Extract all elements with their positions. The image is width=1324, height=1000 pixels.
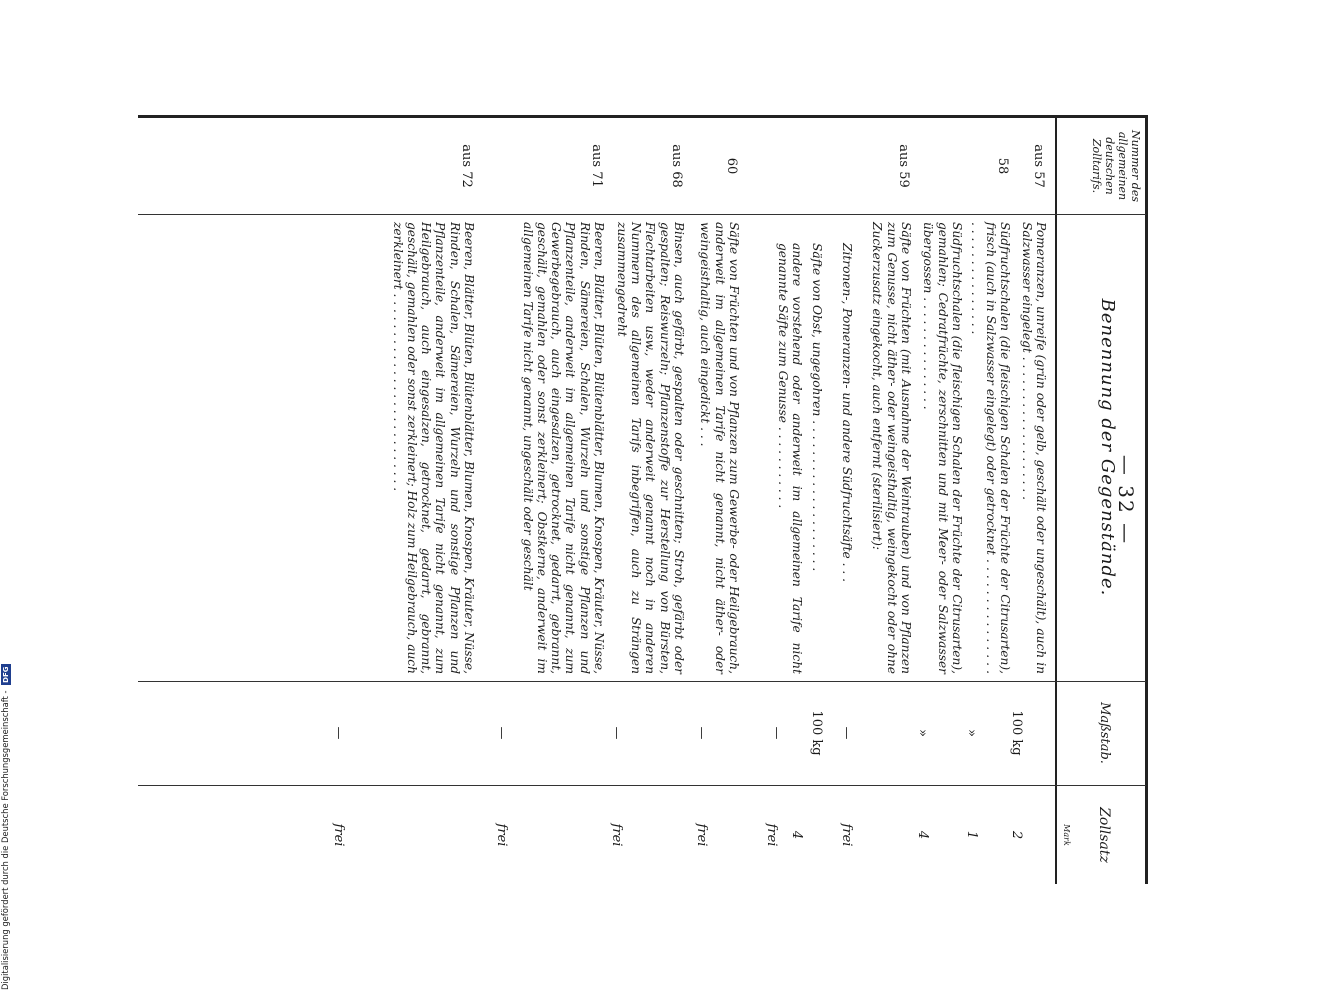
duty-rate: frei	[764, 823, 779, 847]
goods-description: Beeren, Blätter, Blüten, Blütenblätter, Blumen, Knospen, Kräuter, Nüsse, Rinden, Schalen, Sämereien, Wurzeln und sonstige Pflanzen und Pflanzenteile, anderweit im allgemeinen Tarife nicht genannt, zum Heilgebrauch, auch eingesalzen, getrocknet, gedarrt, gebrannt, geschält, gemahlen oder sonst zerkleinert; Holz zum Heilgebrauch, auch zerkleinert . . . . . . . . . . . . . . . . . . . . . . . . . .	[390, 222, 476, 674]
tariff-number: aus 59	[896, 144, 911, 188]
column-divider	[138, 214, 1146, 215]
goods-description: Südfruchtschalen (die fleischigen Schalen der Früchte der Citrusarten), frisch (auch in Salzwasser eingelegt) oder getrocknet . . . . . . . . . . . . . . . . . . . . . . . . . . . . . .	[969, 222, 1012, 674]
goods-description: Südfruchtschalen (die fleischigen Schalen der Früchte der Citrusarten), gemahlen; Cedratfrüchte, zerschnitten und mit Meer- oder Salzwasser übergossen . . . . . . . . . . . . . . .	[921, 222, 964, 674]
page-number: — 32 —	[1114, 454, 1138, 546]
goods-description: Säfte von Früchten und von Pflanzen zum Gewerbe- oder Heilgebrauch, anderweit im allgemeinen Tarife nicht genannt, nicht äther- oder weingeisthaltig, auch eingedickt . . .	[698, 222, 741, 674]
header-goods-name: Benennung der Gegenstände.	[1097, 298, 1118, 597]
duty-rate: 2	[1009, 830, 1024, 840]
duty-rate: 1	[964, 830, 979, 840]
measure-value: »	[915, 729, 930, 737]
table-top-rule	[1145, 115, 1148, 884]
header-duty-rate: Zollsatz	[1096, 807, 1112, 863]
header-tariff-number: Nummer des allgemeinen deutschen Zolltarifs.	[1090, 129, 1142, 203]
measure-value: —	[694, 726, 709, 740]
measure-value: —	[609, 726, 624, 740]
measure-value: 100 kg	[1009, 710, 1024, 756]
tariff-number: aus 57	[1031, 144, 1046, 188]
header-measure: Maßstab.	[1097, 702, 1112, 764]
goods-description: Pomeranzen, unreife (grün oder gelb, geschält oder ungeschält), auch in Salzwasser eingelegt . . . . . . . . . . . . . . . . . . .	[1019, 222, 1048, 674]
duty-rate: 4	[915, 830, 930, 840]
duty-rate: frei	[694, 823, 709, 847]
duty-rate: frei	[839, 823, 854, 847]
dfg-logo: DFG	[1, 666, 10, 683]
column-divider	[138, 681, 1146, 682]
goods-description: Säfte von Früchten (mit Ausnahme der Weintrauben) und von Pflanzen zum Genusse, nicht äther- oder weingeisthaltig, weingekocht oder ohne Zuckerzusatz eingekocht, auch entfernt (sterilisiert):	[870, 222, 913, 674]
goods-description: Binsen, auch gefärbt, gespalten oder geschnitten; Stroh, gefärbt oder gespalten; Reiswurzeln; Pflanzenstoffe zur Herstellung von Bürsten, Flechtarbeiten usw., weder anderweit genannt noch in anderen Nummern des allgemeinen Tarifs inbegriffen, auch zu Strängen zusammengedreht	[614, 222, 686, 674]
measure-value: —	[839, 726, 854, 740]
tariff-number: aus 71	[589, 144, 604, 188]
duty-rate: frei	[331, 823, 346, 847]
measure-value: —	[769, 726, 784, 740]
digitization-note	[0, 590, 22, 990]
measure-value: »	[964, 729, 979, 737]
duty-rate: frei	[494, 823, 509, 847]
duty-rate: frei	[609, 823, 624, 847]
goods-description: Beeren, Blätter, Blüten, Blütenblätter, Blumen, Knospen, Kräuter, Nüsse, Rinden, Sämereien, Schalen, Wurzeln und sonstige Pflanzen und Pflanzenteile, anderweit im allgemeinen Tarife nicht genannt, zum Gewerbegebrauch, auch eingesalzen, getrocknet, gedarrt, gebrannt, geschält, gemahlen oder sonst zerkleinert; Obstkerne, anderweit im allgemeinen Tarife nicht genannt, ungeschält oder geschält	[520, 222, 606, 674]
digitization-note-text: Digitalisierung gefördert durch die Deutsche Forschungsgemeinschaft -	[0, 690, 10, 990]
tariff-number: 60	[724, 157, 739, 175]
table-header-rule	[1055, 115, 1057, 884]
column-divider	[138, 785, 1146, 786]
measure-value: —	[331, 726, 346, 740]
tariff-number: aus 72	[459, 144, 474, 188]
goods-description: Säfte von Obst, ungegohren . . . . . . . . . . . . . . . . . . . .	[810, 243, 824, 572]
duty-rate: 4	[789, 830, 804, 840]
measure-value: —	[494, 726, 509, 740]
goods-description: andere vorstehend oder anderweit im allgemeinen Tarife nicht genannte Säfte zum Genusse . . . . . . . . . . .	[775, 243, 804, 674]
measure-value: 100 kg	[809, 710, 824, 756]
tariff-number: aus 68	[669, 144, 684, 188]
header-duty-unit: Mark	[1062, 824, 1071, 846]
tariff-number: 58	[995, 157, 1010, 175]
goods-description: Zitronen-, Pomeranzen- und andere Südfruchtsäfte . . .	[840, 243, 854, 582]
